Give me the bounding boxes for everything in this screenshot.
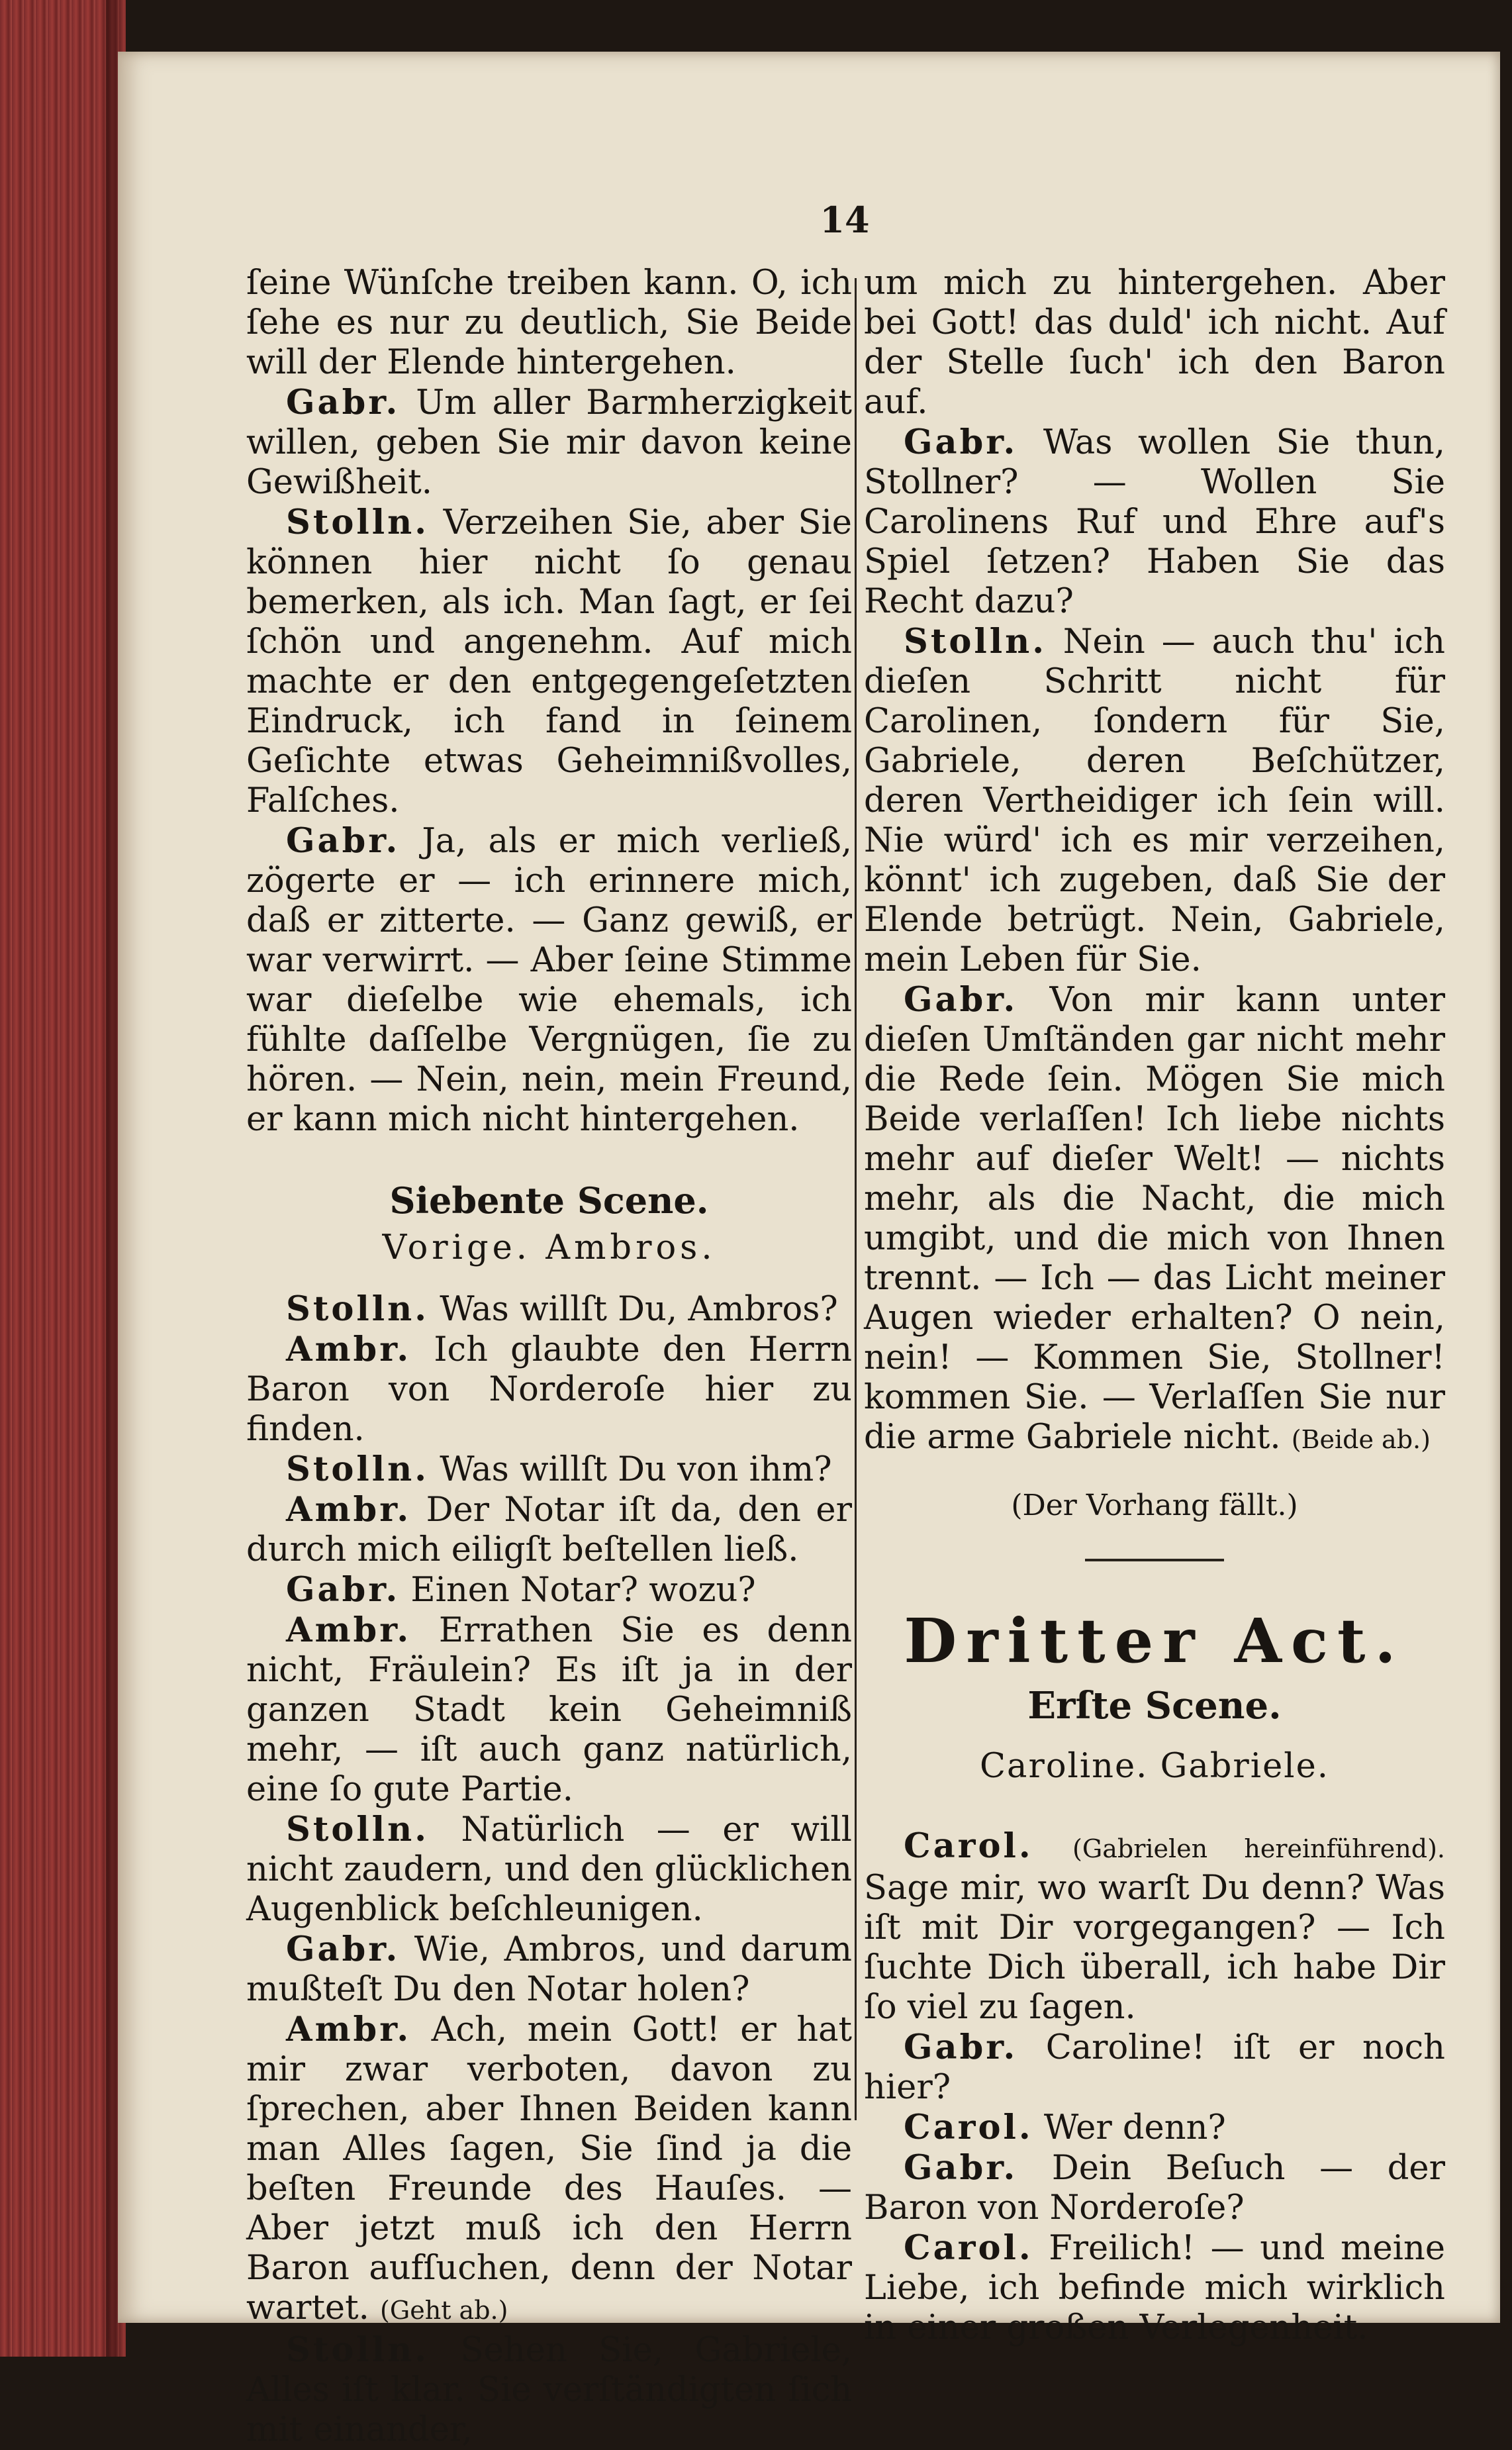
dialogue-text: Was wollen Sie thun, Stollner? — Wollen Sie Carolinens Ruf und Ehre auf's Spiel ſetzen? Haben Sie das Recht dazu? <box>864 423 1445 621</box>
right-column <box>864 264 1445 2348</box>
dialogue-text: Wer denn? <box>1043 2108 1226 2147</box>
speaker-name: Carol. <box>904 2228 1033 2268</box>
speaker-name: Carol. <box>904 2108 1033 2147</box>
dialogue-line <box>864 1826 1445 2028</box>
speaker-name: Ambr. <box>286 2010 412 2049</box>
dialogue-text: Um aller Barmherzigkeit willen, geben Sie mir davon keine Gewißheit. <box>246 383 852 502</box>
dialogue-text: Dein Beſuch — der Baron von Norderoſe? <box>864 2149 1445 2228</box>
speaker-name: Ambr. <box>286 1490 412 1530</box>
text-paragraph: um mich zu hintergehen. Aber bei Gott! das duld' ich nicht. Auf der Stelle ſuch' ich den Baron auf. <box>864 264 1445 422</box>
scene-heading: Siebente Scene. <box>389 1179 709 1222</box>
speaker-name: Gabr. <box>904 422 1018 462</box>
dialogue-text: Was willſt Du, Ambros? <box>440 1290 838 1329</box>
column-divider <box>855 278 857 2120</box>
dialogue-line <box>246 1810 852 1930</box>
dialogue-line <box>246 1449 852 1490</box>
dialogue-line <box>246 1570 852 1610</box>
speaker-name: Gabr. <box>904 2148 1018 2188</box>
dialogue-text: Verzeihen Sie, aber Sie können hier nicht ſo genau bemerken, als ich. Man ſagt, er ſei ſchön und angenehm. Auf mich machte er den entgegengeſetzten Eindruck, ich fand in ſeinem Geſichte etwas Geheimnißvolles, Falſches. <box>246 503 852 820</box>
dialogue-text: Ich glaubte den Herrn Baron von Norderoſe hier zu finden. <box>246 1330 852 1449</box>
stage-direction: (Beide ab.) <box>1291 1425 1431 1454</box>
dialogue-line <box>864 2148 1445 2228</box>
section-rule <box>1085 1559 1224 1561</box>
speaker-name: Stolln. <box>904 622 1047 662</box>
stage-direction: (Geht ab.) <box>380 2296 508 2325</box>
speaker-name: Stolln. <box>286 503 429 542</box>
dialogue-line <box>246 1490 852 1570</box>
speaker-name: Ambr. <box>286 1330 412 1369</box>
act-title: Dritter Act. <box>904 1605 1405 1677</box>
page-number: 14 <box>820 199 870 241</box>
speaker-name: Gabr. <box>904 2028 1018 2067</box>
dialogue-text: Errathen Sie es denn nicht, Fräulein? Es iſt ja in der ganzen Stadt kein Geheimniß mehr, — iſt auch ganz natürlich, eine ſo gute Partie. <box>246 1611 852 1809</box>
dialogue-text: Der Notar iſt da, den er durch mich eiligſt beſtellen ließ. <box>246 1491 852 1569</box>
scene-characters: Vorige. Ambros. <box>382 1228 716 1267</box>
dialogue-line <box>864 622 1445 980</box>
dialogue-line <box>864 2028 1445 2108</box>
speaker-name: Stolln. <box>286 2330 429 2370</box>
dialogue-line <box>246 1289 852 1330</box>
speaker-name: Ambr. <box>286 1610 412 1650</box>
dialogue-text: Sage mir, wo warſt Du denn? Was iſt mit Dir vorgegangen? — Ich ſuchte Dich überall, ich habe Dir ſo viel zu ſagen. <box>864 1869 1445 2027</box>
dialogue-line <box>864 2228 1445 2348</box>
dialogue-line <box>246 2010 852 2330</box>
dialogue-text: Nein — auch thu' ich dieſen Schritt nicht für Carolinen, ſondern für Sie, Gabriele, deren Beſchützer, deren Vertheidiger ich ſein will. Nie würd' ich es mir verzeihen, könnt' ich zugeben, daß Sie der Elende betrügt. Nein, Gabriele, mein Leben für Sie. <box>864 622 1445 979</box>
speaker-name: Gabr. <box>904 980 1018 1020</box>
speaker-name: Stolln. <box>286 1289 429 1329</box>
dialogue-text: Was willſt Du von ihm? <box>440 1450 832 1489</box>
text-paragraph: ſeine Wünſche treiben kann. O, ich ſehe es nur zu deutlich, Sie Beide will der Elende hintergehen. <box>246 264 852 382</box>
stage-direction: (Gabrielen hereinführend). <box>1072 1834 1445 1863</box>
dialogue-text: Einen Notar? wozu? <box>410 1571 756 1610</box>
dialogue-text: Wie, Ambros, und darum mußteſt Du den Notar holen? <box>246 1930 852 2009</box>
speaker-name: Stolln. <box>286 1449 429 1489</box>
dialogue-text: Sehen Sie, Gabriele, Alles iſt klar. Sie verſtändigten ſich mit einander, <box>246 2331 852 2449</box>
dialogue-text: Caroline! iſt er noch hier? <box>864 2028 1445 2107</box>
dialogue-line <box>246 383 852 503</box>
dialogue-text: Ach, mein Gott! er hat mir zwar verboten, davon zu ſprechen, aber Ihnen Beiden kann man Alles ſagen, Sie ſind ja die beſten Freunde des Hauſes. — Aber jetzt muß ich den Herrn Baron aufſuchen, denn der Notar wartet. <box>246 2010 852 2328</box>
dialogue-line <box>246 1330 852 1449</box>
speaker-name: Gabr. <box>286 821 401 861</box>
dialogue-line <box>246 821 852 1140</box>
dialogue-text: Freilich! — und meine Liebe, ich befinde mich wirklich in einer großen Verlegenheit. <box>864 2229 1446 2347</box>
dialogue-line <box>864 422 1445 622</box>
speaker-name: Gabr. <box>286 383 401 422</box>
speaker-name: Stolln. <box>286 1810 429 1849</box>
dialogue-line <box>246 503 852 821</box>
left-column <box>246 264 852 2450</box>
scene-heading: Erſte Scene. <box>1027 1684 1282 1728</box>
scene-characters: Caroline. Gabriele. <box>980 1747 1329 1786</box>
speaker-name: Carol. <box>904 1826 1033 1866</box>
dialogue-line <box>864 2108 1445 2148</box>
speaker-name: Gabr. <box>286 1930 401 1969</box>
dialogue-line <box>864 980 1445 1459</box>
dialogue-line <box>246 1930 852 2010</box>
dialogue-text: Von mir kann unter dieſen Umſtänden gar nicht mehr die Rede ſein. Mögen Sie mich Beide verlaſſen! Ich liebe nichts mehr auf dieſer Welt! — nichts mehr, als die Nacht, die mich umgibt, und die mich von Ihnen trennt. — Ich — das Licht meiner Augen wieder erhalten? O nein, nein! — Kommen Sie, Stollner! kommen Sie. — Verlaſſen Sie nur die arme Gabriele nicht. <box>864 981 1445 1457</box>
curtain-direction: (Der Vorhang fällt.) <box>1011 1489 1298 1522</box>
dialogue-line <box>246 1610 852 1810</box>
dialogue-line <box>246 2330 852 2450</box>
dialogue-text: Natürlich — er will nicht zaudern, und den glücklichen Augenblick beſchleunigen. <box>246 1810 852 1929</box>
speaker-name: Gabr. <box>286 1570 401 1610</box>
dialogue-text: Ja, als er mich verließ, zögerte er — ich erinnere mich, daß er zitterte. — Ganz gewiß, er war verwirrt. — Aber ſeine Stimme war dieſelbe wie ehemals, ich fühlte daſſelbe Vergnügen, ſie zu hören. — Nein, nein, mein Freund, er kann mich nicht hintergehen. <box>246 822 852 1139</box>
